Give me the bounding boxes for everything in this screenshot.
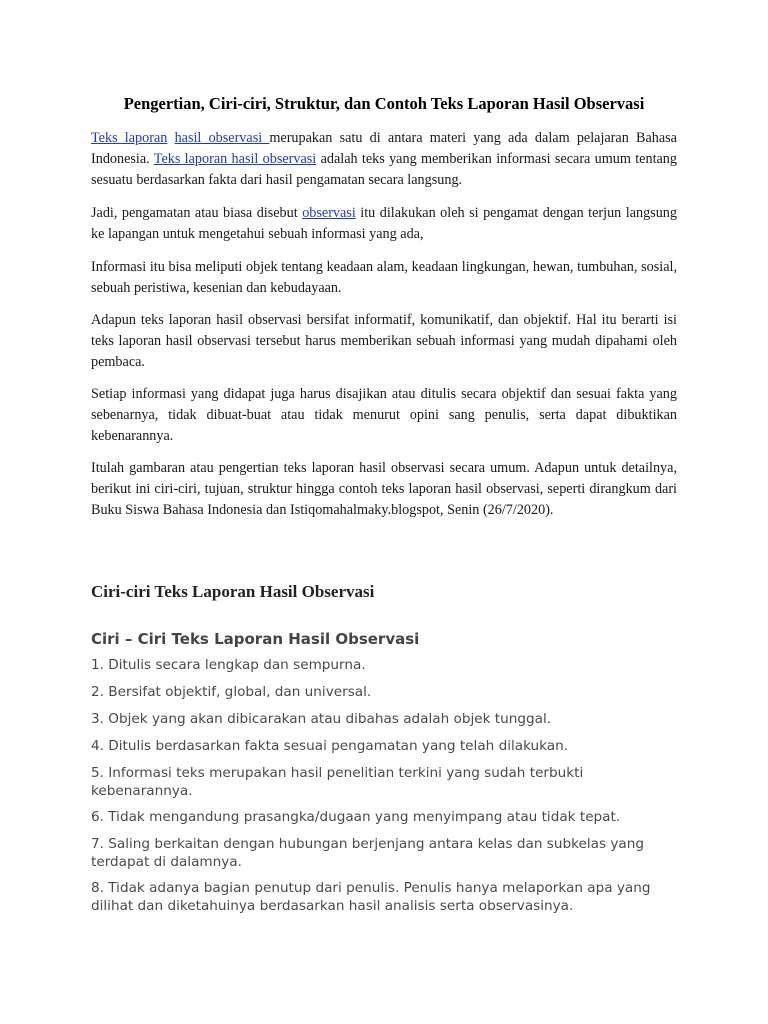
- list-item: 8. Tidak adanya bagian penutup dari penulis. Penulis hanya melaporkan apa yang dilihat dan diketahuinya berdasarkan hasil analisis serta observasinya.: [91, 880, 651, 914]
- list-item: 6. Tidak mengandung prasangka/dugaan yang menyimpang atau tidak tepat.: [91, 809, 621, 825]
- list-item: 3. Objek yang akan dibicarakan atau dibahas adalah objek tunggal.: [91, 711, 552, 727]
- list-item: 1. Ditulis secara lengkap dan sempurna.: [91, 657, 366, 673]
- paragraph-2: [91, 203, 677, 245]
- intro-text-2: adalah teks yang memberikan informasi secara umum tentang sesuatu berdasarkan fakta dari hasil pengamatan secara langsung.: [91, 151, 677, 188]
- paragraph-5: Setiap informasi yang didapat juga harus disajikan atau ditulis secara objektif dan sesuai fakta yang sebenarnya, tidak dibuat-buat atau tidak menurut opini sang penulis, serta dapat dibuktikan kebenarannya.: [91, 386, 677, 444]
- link-teks-laporan[interactable]: Teks laporan: [91, 130, 168, 146]
- section-heading: Ciri-ciri Teks Laporan Hasil Observasi: [91, 582, 375, 601]
- intro-paragraph: [91, 128, 677, 191]
- sub-heading: Ciri – Ciri Teks Laporan Hasil Observasi: [91, 630, 420, 648]
- list-item: 7. Saling berkaitan dengan hubungan berjenjang antara kelas dan subkelas yang terdapat di dalamnya.: [91, 836, 644, 870]
- paragraph-3: Informasi itu bisa meliputi objek tentang keadaan alam, keadaan lingkungan, hewan, tumbuhan, sosial, sebuah peristiwa, kesenian dan kebudayaan.: [91, 259, 677, 296]
- list-item: 4. Ditulis berdasarkan fakta sesuai pengamatan yang telah dilakukan.: [91, 738, 569, 754]
- link-observasi[interactable]: observasi: [302, 205, 356, 221]
- link-hasil-observasi[interactable]: hasil observasi: [174, 130, 270, 146]
- document-title: Pengertian, Ciri-ciri, Struktur, dan Contoh Teks Laporan Hasil Observasi: [123, 94, 645, 113]
- paragraph-4: Adapun teks laporan hasil observasi bersifat informatif, komunikatif, dan objektif. Hal itu berarti isi teks laporan hasil observasi tersebut harus memberikan sebuah informasi yang mudah dipahami oleh pembaca.: [91, 312, 677, 370]
- intro-text-1: merupakan satu di antara materi yang ada dalam pelajaran Bahasa Indonesia.: [91, 130, 677, 167]
- para2-text-1: Jadi, pengamatan atau biasa disebut: [91, 205, 303, 221]
- paragraph-6: Itulah gambaran atau pengertian teks laporan hasil observasi secara umum. Adapun untuk detailnya, berikut ini ciri-ciri, tujuan, struktur hingga contoh teks laporan hasil observasi, seperti dirangkum dari Buku Siswa Bahasa Indonesia dan Istiqomahalmaky.blogspot, Senin (26/7/2020).: [91, 460, 677, 518]
- para2-text-2: itu dilakukan oleh si pengamat dengan terjun langsung ke lapangan untuk mengetahui sebuah informasi yang ada,: [91, 205, 677, 242]
- link-teks-laporan-hasil-observasi[interactable]: Teks laporan hasil observasi: [153, 151, 317, 167]
- list-item: 2. Bersifat objektif, global, dan universal.: [91, 684, 372, 700]
- list-item: 5. Informasi teks merupakan hasil penelitian terkini yang sudah terbukti kebenarannya.: [91, 765, 584, 799]
